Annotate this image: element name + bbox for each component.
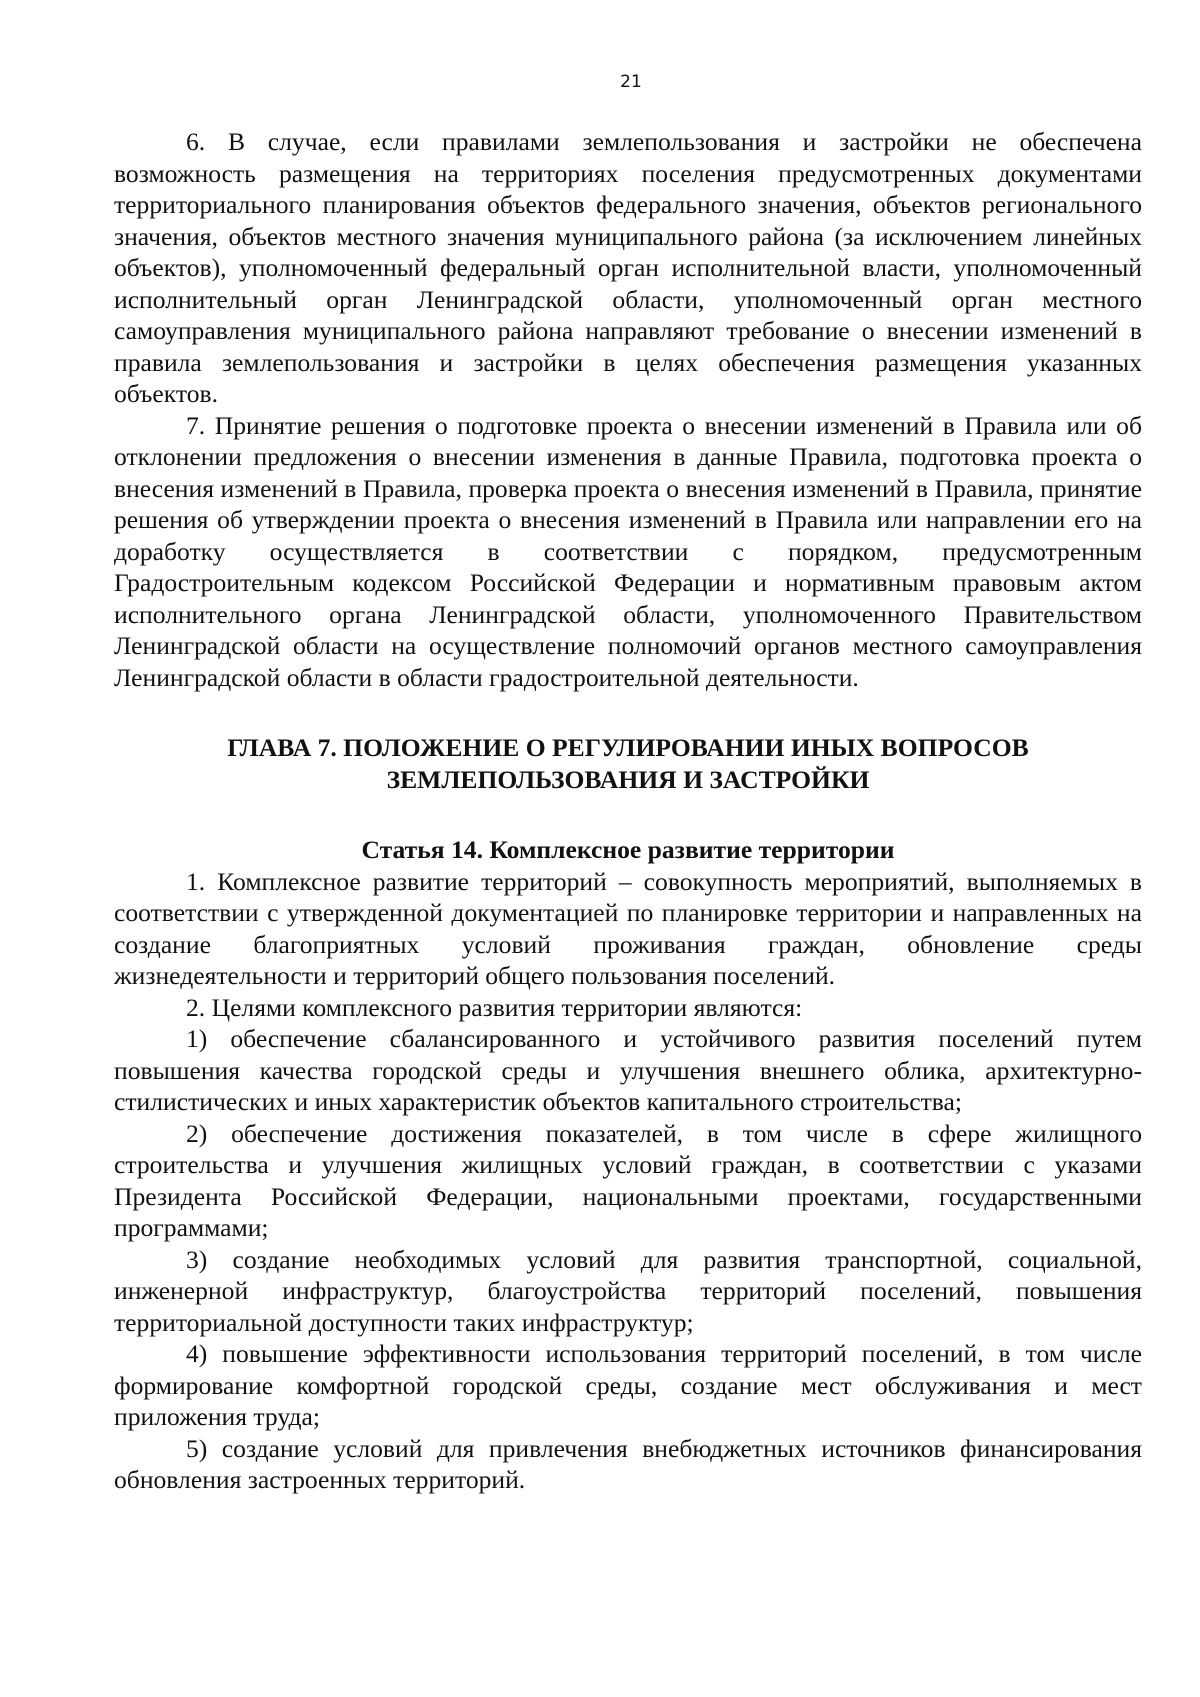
paragraph-6: 6. В случае, если правилами землепользования и застройки не обеспечена возможность размещения на территориях поселения предусмотренных документами территориального планирования объектов федерального значения, объектов регионального значения, объектов местного значения муниципального района (за исключением линейных объектов), уполномоченный федеральный орган исполнительной власти, уполномоченный исполнительный орган Ленинградской области, уполномоченный орган местного самоуправления муниципального района направляют требование о внесении изменений в правила землепользования и застройки в целях обеспечения размещения указанных объектов. bbox=[114, 127, 1142, 408]
document-body bbox=[114, 126, 1142, 1496]
article-paragraph-1: 1. Комплексное развитие территорий – совокупность мероприятий, выполняемых в соответствии с утвержденной документацией по планировке территории и направленных на создание благоприятных условий проживания граждан, обновление среды жизнедеятельности и территорий общего пользования поселений. bbox=[114, 866, 1142, 990]
list-item-5: 5) создание условий для привлечения внебюджетных источников финансирования обновления застроенных территорий. bbox=[114, 1433, 1142, 1494]
article-title: Статья 14. Комплексное развитие территории bbox=[361, 835, 895, 864]
article-paragraph-2: 2. Целями комплексного развития территории являются: bbox=[186, 992, 803, 1022]
list-item-3: 3) создание необходимых условий для развития транспортной, социальной, инженерной инфраструктур, благоустройства территорий поселений, повышения территориальной доступности таких инфраструктур; bbox=[114, 1244, 1142, 1337]
list-item-4: 4) повышение эффективности использования территорий поселений, в том числе формирование комфортной городской среды, создание мест обслуживания и мест приложения труда; bbox=[114, 1339, 1142, 1431]
list-item-1: 1) обеспечение сбалансированного и устойчивого развития поселений путем повышения качества городской среды и улучшения внешнего облика, архитектурно-стилистических и иных характеристик объектов капитального строительства; bbox=[114, 1024, 1142, 1116]
chapter-title-line-1: ГЛАВА 7. ПОЛОЖЕНИЕ О РЕГУЛИРОВАНИИ ИНЫХ ВОПРОСОВ bbox=[227, 733, 1029, 762]
chapter-title bbox=[114, 732, 1142, 796]
chapter-title-line-2: ЗЕМЛЕПОЛЬЗОВАНИЯ И ЗАСТРОЙКИ bbox=[386, 765, 870, 794]
page-number: 21 bbox=[620, 72, 642, 92]
paragraph-7: 7. Принятие решения о подготовке проекта о внесении изменений в Правила или об отклонении предложения о внесении изменения в данные Правила, подготовка проекта о внесения изменений в Правила, проверка проекта о внесения изменений в Правила, принятие решения об утверждении проекта о внесения изменений в Правила или направлении его на доработку осуществляется в соответствии с порядком, предусмотренным Градостроительным кодексом Российской Федерации и нормативным правовым актом исполнительного органа Ленинградской области, уполномоченного Правительством Ленинградской области на осуществление полномочий органов местного самоуправления Ленинградской области в области градостроительной деятельности. bbox=[114, 410, 1142, 692]
list-item-2: 2) обеспечение достижения показателей, в том числе в сфере жилищного строительства и улучшения жилищных условий граждан, в соответствии с указами Президента Российской Федерации, национальными проектами, государственными программами; bbox=[114, 1118, 1142, 1242]
